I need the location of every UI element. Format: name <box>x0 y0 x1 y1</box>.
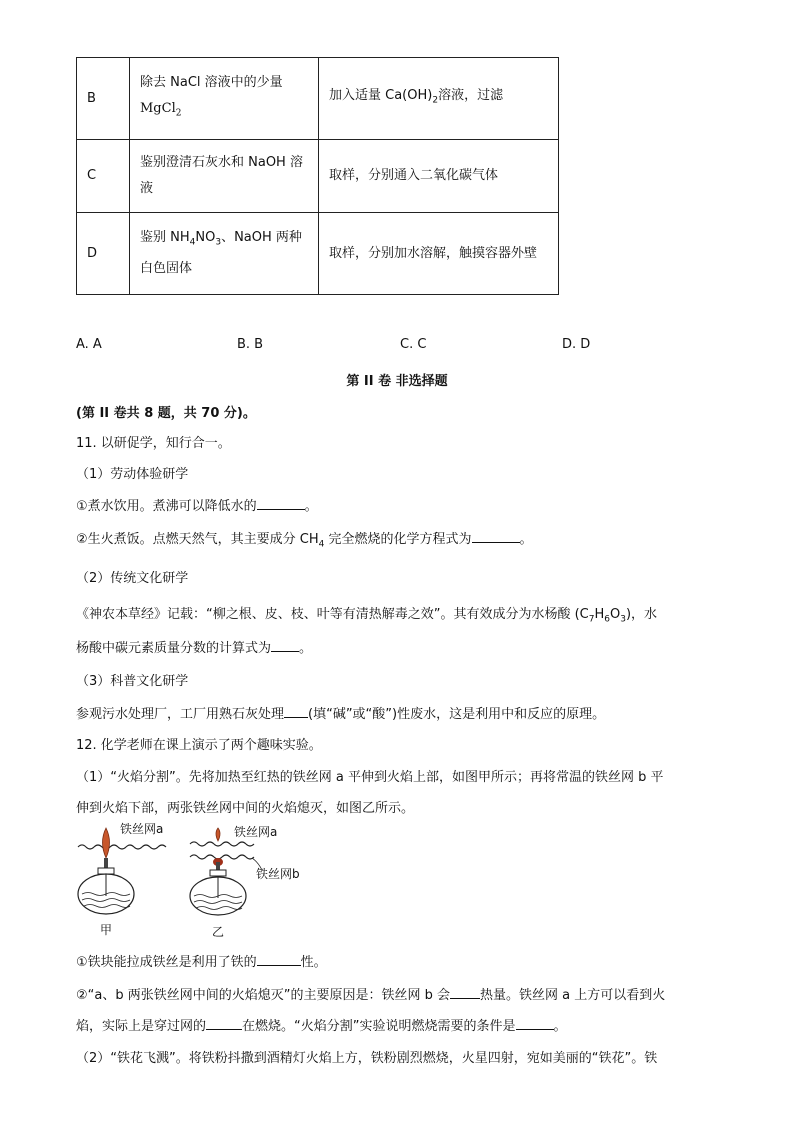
label-net-a-left: 铁丝网a <box>120 822 164 836</box>
answer-blank[interactable] <box>257 497 305 510</box>
question-text: 。 <box>299 641 313 656</box>
q12-part1-a: （1）“火焰分割”。先将加热至红热的铁丝网 a 平伸到火焰上部，如图甲所示；再将常温的铁丝网 b 平 <box>76 770 664 785</box>
question-text: 性。 <box>300 955 327 970</box>
subscript: 7 <box>588 614 595 625</box>
choice-c: C. C <box>400 337 427 352</box>
left-alcohol-lamp <box>78 828 166 914</box>
answer-blank[interactable] <box>206 1017 242 1030</box>
label-net-a-right: 铁丝网a <box>234 825 278 839</box>
purpose-text: 除去 NaCl 溶液中的少量 <box>140 75 283 91</box>
purpose-text: NO <box>195 230 216 246</box>
q12-question-ii-b <box>76 1015 567 1034</box>
flame-icon <box>103 828 110 858</box>
table-row <box>77 140 559 213</box>
table-row <box>77 58 559 140</box>
question-text: 完全燃烧的化学方程式为 <box>324 532 472 547</box>
question-text: 参观污水处理厂，工厂用熟石灰处理 <box>76 707 285 722</box>
choice-a: A. A <box>76 337 102 352</box>
q12-question-i <box>76 951 327 970</box>
question-text: H <box>594 607 605 622</box>
q11-part3-title: （3）科普文化研学 <box>76 674 189 689</box>
q11-stem: 11. 以研促学，知行合一。 <box>76 436 231 451</box>
question-text: 热量。铁丝网 a 上方可以看到火 <box>480 988 666 1003</box>
question-text: ②生火煮饭。点燃天然气，其主要成分 CH <box>76 532 319 547</box>
lamp-cap <box>98 868 114 874</box>
row-letter: B <box>77 58 130 140</box>
table-row <box>77 213 559 295</box>
answer-blank[interactable] <box>257 953 301 966</box>
method-text: 溶液，过滤 <box>438 88 504 104</box>
question-text: 杨酸中碳元素质量分数的计算式为 <box>76 641 272 656</box>
right-alcohol-lamp <box>190 828 262 915</box>
subscript: 3 <box>215 237 222 248</box>
purpose-text: 白色固体 <box>140 260 193 276</box>
answer-blank[interactable] <box>450 986 480 999</box>
q12-part2: （2）“铁花飞溅”。将铁粉抖撒到酒精灯火焰上方，铁粉剧烈燃烧，火星四射，宛如美丽的“铁花”。铁 <box>76 1051 658 1066</box>
purpose-cell <box>130 140 319 213</box>
question-text: 。 <box>553 1019 567 1034</box>
subscript: 2 <box>432 95 439 106</box>
formula-text: MgCl <box>140 101 176 117</box>
section-title: 第 II 卷 非选择题 <box>346 374 448 389</box>
choice-b: B. B <box>237 337 264 352</box>
wire-mesh-b <box>190 855 254 859</box>
purpose-cell <box>130 213 319 295</box>
q11-part2-text <box>76 603 657 625</box>
flame-experiment-figure <box>76 820 316 940</box>
subscript: 2 <box>175 108 182 119</box>
row-letter: D <box>77 213 130 295</box>
choice-d: D. D <box>562 337 591 352</box>
q12-part1-b: 伸到火焰下部，两张铁丝网中间的火焰熄灭，如图乙所示。 <box>76 801 415 816</box>
section-subtitle: (第 II 卷共 8 题，共 70 分)。 <box>76 406 256 421</box>
question-text: ②“a、b 两张铁丝网中间的火焰熄灭”的主要原因是：铁丝网 b 会 <box>76 988 450 1003</box>
wire-mesh-a <box>190 842 254 846</box>
question-text: O <box>610 607 621 622</box>
method-text: 加入适量 Ca(OH) <box>329 88 433 104</box>
question-text: ①煮水饮用。煮沸可以降低水的 <box>76 499 257 514</box>
purpose-text: 鉴别澄清石灰水和 NaOH 溶 <box>140 155 303 170</box>
q12-stem: 12. 化学老师在课上演示了两个趣味实验。 <box>76 738 322 753</box>
purpose-text: 、NaOH 两种 <box>221 230 302 246</box>
subscript: 3 <box>620 614 626 625</box>
answer-blank[interactable] <box>472 530 520 543</box>
question-text: (填“碱”或“酸”)性废水，这是利用中和反应的原理。 <box>308 707 606 722</box>
q11-part3-text <box>76 703 605 722</box>
purpose-text: 鉴别 NH <box>140 230 190 246</box>
purpose-cell <box>130 58 319 140</box>
q12-question-ii-a <box>76 984 665 1003</box>
caption-left: 甲 <box>100 923 113 937</box>
question-text: 《神农本草经》记载：“柳之根、皮、枝、叶等有清热解毒之效”。其有效成分为水杨酸 (C <box>76 607 589 622</box>
question-text: 。 <box>519 532 533 547</box>
q11-part1-title: （1）劳动体验研学 <box>76 467 189 482</box>
q11-part2-title: （2）传统文化研学 <box>76 571 189 586</box>
answer-blank[interactable] <box>284 705 308 718</box>
subscript: 4 <box>318 539 325 550</box>
question-text: 在燃烧。“火焰分割”实验说明燃烧需要的条件是 <box>242 1019 516 1034</box>
subscript: 6 <box>604 614 611 625</box>
options-table <box>76 57 559 295</box>
subscript: 4 <box>189 237 196 248</box>
label-net-b-right: 铁丝网b <box>256 867 300 881</box>
method-cell: 取样，分别通入二氧化碳气体 <box>319 140 559 213</box>
question-text: ①铁块能拉成铁丝是利用了铁的 <box>76 955 257 970</box>
purpose-text: 液 <box>140 181 154 196</box>
method-cell <box>319 58 559 140</box>
q11-part2-text2 <box>76 637 312 656</box>
flame-icon <box>216 828 220 841</box>
answer-blank[interactable] <box>271 639 299 652</box>
question-text: 。 <box>304 499 318 514</box>
q11-part1-ii <box>76 528 533 550</box>
question-text: 焰，实际上是穿过网的 <box>76 1019 207 1034</box>
q11-part1-i <box>76 495 318 514</box>
answer-blank[interactable] <box>516 1017 554 1030</box>
row-letter: C <box>77 140 130 213</box>
question-text: )，水 <box>625 607 658 622</box>
wire-mesh-a <box>78 845 166 849</box>
method-cell: 取样，分别加水溶解，触摸容器外壁 <box>319 213 559 295</box>
caption-right: 乙 <box>212 925 225 939</box>
